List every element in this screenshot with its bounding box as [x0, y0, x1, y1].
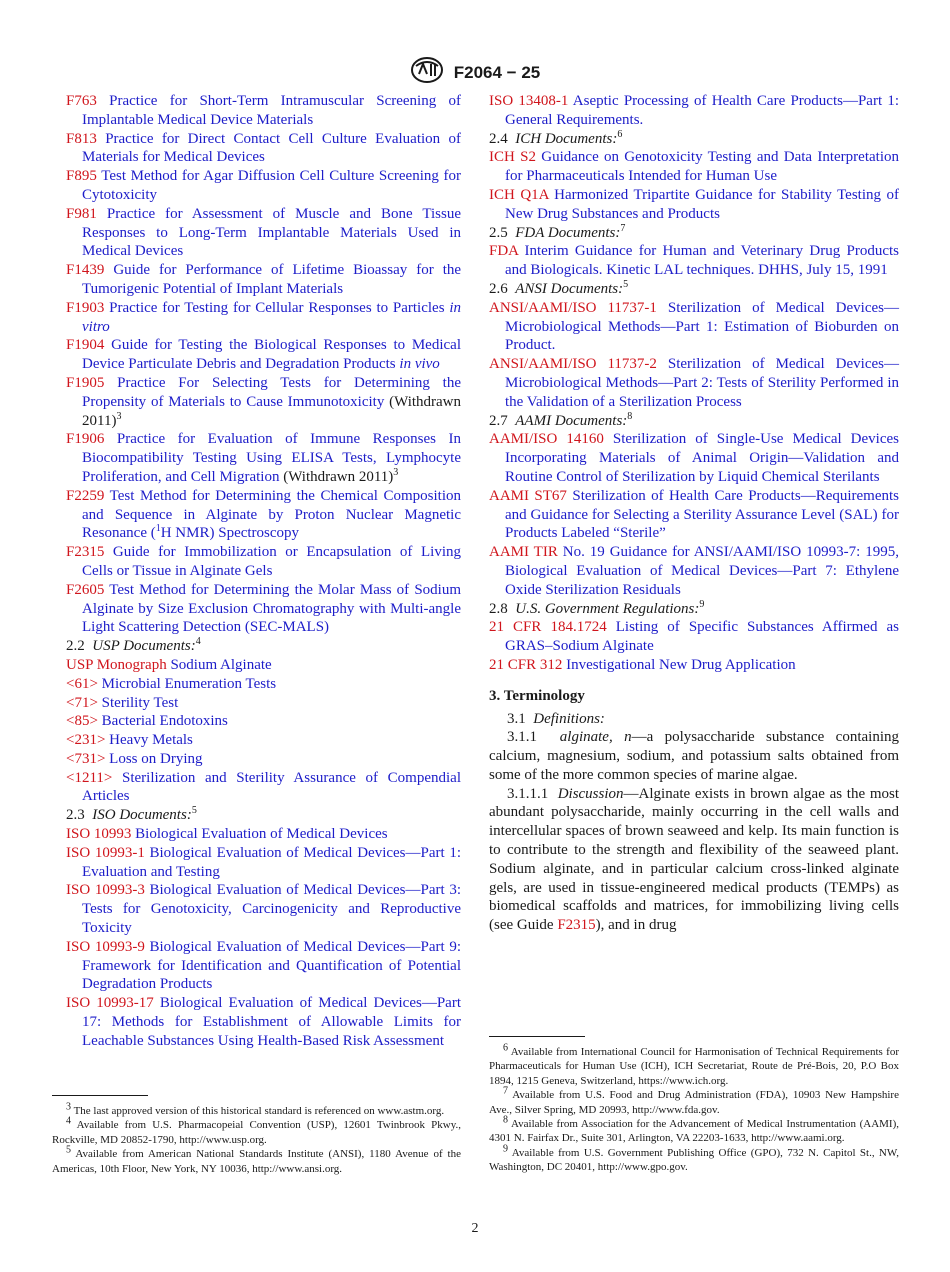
footnote-text: Available from U.S. Food and Drug Administration (FDA), 10903 New Hampshire Ave., Silver Spring, MD 20993, http://www.fda.gov. — [489, 1089, 899, 1116]
subsection-label: Definitions: — [533, 710, 605, 727]
reference-code[interactable]: F1904 — [66, 337, 105, 354]
reference-title[interactable] — [82, 488, 461, 542]
reference-code[interactable]: F895 — [66, 168, 97, 185]
footnote-number: 8 — [503, 1114, 508, 1126]
footnote — [52, 1115, 461, 1147]
reference-title[interactable]: Biological Evaluation of Medical Devices—Part 3: Tests for Genotoxicity, Carcinogenicity and Reproductive Toxicity — [82, 882, 461, 937]
subsection-number: 2.7 — [489, 412, 508, 429]
reference-title[interactable]: Biological Evaluation of Medical Devices—Part 17: Methods for Establishment of Allowable Limits for Leachable Substances Using Health-Based Risk Assessment — [82, 995, 461, 1049]
reference-item — [66, 712, 461, 731]
reference-code[interactable]: <61> — [66, 675, 98, 692]
page-header — [0, 56, 950, 89]
reference-title[interactable]: Aseptic Processing of Health Care Products—Part 1: General Requirements. — [505, 93, 899, 128]
reference-code[interactable]: AAMI ST67 — [489, 487, 567, 504]
section-heading-terminology: 3. Terminology — [489, 687, 585, 704]
reference-code[interactable]: <1211> — [66, 769, 113, 786]
subsection-number: 2.8 — [489, 600, 508, 617]
footnotes-left — [52, 1101, 461, 1176]
footnote — [52, 1101, 461, 1118]
reference-title[interactable]: Guide for Performance of Lifetime Bioassay for the Tumorigenic Potential of Implant Materials — [82, 262, 462, 297]
reference-code[interactable]: F1905 — [66, 374, 105, 391]
footnote — [489, 1143, 899, 1175]
footnote — [489, 1085, 899, 1117]
footnote-text: Available from U.S. Government Publishing Office (GPO), 732 N. Capitol St., NW, Washington, DC 20401, http://www.gpo.gov. — [489, 1146, 899, 1174]
reference-code[interactable]: F1906 — [66, 431, 105, 448]
footnote-marker: 3 — [393, 466, 399, 478]
subsection-label: FDA Documents: — [515, 224, 621, 241]
footnotes-right — [489, 1042, 899, 1175]
superscript: 1 — [155, 523, 161, 535]
reference-code[interactable]: F2315 — [66, 544, 105, 561]
reference-title[interactable] — [82, 337, 461, 372]
reference-item — [489, 299, 899, 355]
subsection-label: AAMI Documents: — [515, 412, 628, 429]
reference-title[interactable]: Harmonized Tripartite Guidance for Stability Testing of New Drug Substances and Products — [505, 186, 899, 222]
reference-title[interactable]: Heavy Metals — [109, 732, 193, 749]
subsection-ich — [489, 130, 899, 149]
reference-title-italic: in vitro — [82, 299, 462, 335]
astm-logo-icon — [410, 56, 444, 89]
paragraph-number: 3.1.1.1 — [507, 785, 549, 802]
reference-title[interactable]: Biological Evaluation of Medical Devices — [135, 826, 388, 843]
reference-title[interactable]: Sterilization and Sterility Assurance of Compendial Articles — [82, 769, 461, 805]
footnote — [489, 1114, 899, 1146]
reference-item — [66, 205, 461, 261]
reference-code[interactable]: ISO 13408-1 — [489, 93, 569, 109]
reference-code[interactable]: ISO 10993-1 — [66, 844, 145, 861]
footnote-marker: 7 — [620, 222, 626, 234]
reference-code[interactable]: FDA — [489, 243, 519, 260]
reference-code[interactable]: F1903 — [66, 299, 105, 316]
reference-title-text: Test Method for Determining the Chemical Composition and Sequence in Alginate by Proton Nuclear Magnetic Resonance ( — [82, 487, 461, 542]
reference-title[interactable]: Sterilization of Medical Devices—Microbiological Methods—Part 2: Tests of Sterility Performed in the Validation of a Sterilization Process — [505, 356, 899, 410]
reference-item — [489, 430, 899, 486]
reference-title[interactable]: Listing of Specific Substances Affirmed as GRAS–Sodium Alginate — [505, 619, 899, 655]
reference-code[interactable]: ISO 10993 — [66, 826, 132, 843]
defined-term: alginate, n — [559, 729, 632, 746]
reference-title[interactable]: Practice For Selecting Tests for Determining the Propensity of Materials to Cause Immunotoxicity — [82, 374, 462, 410]
subsection-aami — [489, 412, 899, 431]
reference-title[interactable]: Bacterial Endotoxins — [101, 713, 228, 730]
reference-code[interactable]: F981 — [66, 205, 97, 222]
reference-item — [66, 881, 461, 937]
withdrawn-note: (Withdrawn 2011) — [283, 468, 394, 485]
subsection-number: 2.3 — [66, 807, 85, 824]
footnote-marker: 9 — [699, 598, 705, 610]
reference-item — [66, 374, 461, 430]
subsection-label: U.S. Government Regulations: — [515, 600, 700, 617]
reference-code[interactable]: AAMI TIR — [489, 544, 558, 561]
reference-code[interactable]: USP Monograph — [66, 656, 167, 673]
reference-item — [66, 694, 461, 713]
reference-item-continued — [66, 994, 461, 1050]
footnote-marker: 8 — [627, 410, 633, 422]
reference-item — [66, 261, 461, 299]
paragraph-number: 3.1.1 — [507, 729, 537, 746]
reference-item — [66, 938, 461, 994]
reference-title-text: Practice for Testing for Cellular Responses to Particles — [109, 299, 445, 316]
subsection-number: 2.4 — [489, 130, 508, 147]
reference-item — [66, 130, 461, 168]
footnote-marker: 5 — [191, 805, 197, 817]
reference-code[interactable]: <85> — [66, 713, 98, 730]
reference-title[interactable]: No. 19 Guidance for ANSI/AAMI/ISO 10993-7: 1995, Biological Evaluation of Medical Devices—Part 7: Ethylene Oxide Sterilization Residuals — [505, 544, 900, 598]
footnote-number: 5 — [66, 1144, 71, 1156]
reference-item — [66, 167, 461, 205]
reference-title[interactable]: Practice for Assessment of Muscle and Bone Tissue Responses to Long-Term Implantable Materials Used in Medical Devices — [82, 205, 462, 260]
footnote-number: 9 — [503, 1143, 508, 1155]
reference-code[interactable]: <731> — [66, 750, 106, 767]
reference-code[interactable]: ISO 10993-17 — [66, 995, 154, 1012]
subsection-label: ANSI Documents: — [515, 280, 624, 297]
reference-item — [489, 543, 899, 599]
reference-code[interactable]: ICH Q1A — [489, 186, 549, 203]
reference-code[interactable]: F1439 — [66, 262, 105, 279]
reference-title[interactable]: Sodium Alginate — [170, 656, 272, 673]
reference-code[interactable]: ICH S2 — [489, 149, 536, 166]
reference-title[interactable]: Practice for Short-Term Intramuscular Screening of Implantable Medical Device Materials — [82, 93, 461, 128]
page-number: 2 — [471, 1221, 479, 1236]
reference-item — [66, 543, 461, 581]
footnote-marker: 3 — [116, 410, 122, 422]
subsection-number: 2.2 — [66, 638, 85, 655]
footnote-rule-right — [489, 1036, 585, 1037]
reference-title[interactable]: Sterilization of Medical Devices—Microbiological Methods—Part 1: Estimation of Bioburden on Product. — [505, 299, 899, 354]
reference-code[interactable]: <71> — [66, 694, 98, 711]
subsection-ansi — [489, 280, 899, 299]
reference-code[interactable]: F813 — [66, 130, 97, 147]
document-designation: F2064 − 25 — [453, 62, 541, 82]
subsection-number: 2.5 — [489, 224, 508, 241]
subsection-label: ISO Documents: — [92, 807, 192, 824]
footnote-number: 4 — [66, 1115, 71, 1127]
reference-title[interactable]: Test Method for Agar Diffusion Cell Culture Screening for Cytotoxicity — [82, 168, 461, 203]
left-column — [66, 92, 461, 1051]
subsection-label: USP Documents: — [92, 638, 196, 655]
subsection-number: 2.6 — [489, 280, 508, 297]
reference-title[interactable]: Guidance on Genotoxicity Testing and Data Interpretation for Pharmaceuticals Intended for Human Use — [505, 149, 899, 185]
reference-item — [66, 769, 461, 807]
reference-item — [489, 656, 899, 675]
reference-item — [66, 487, 461, 543]
reference-item — [489, 355, 899, 411]
footnote-text: Available from U.S. Pharmacopeial Convention (USP), 12601 Twinbrook Pkwy., Rockville, MD 20852-1790, http://www.usp.org. — [52, 1119, 461, 1146]
reference-title[interactable]: Test Method for Determining the Molar Mass of Sodium Alginate by Size Exclusion Chromatography with Multi-angle Light Scattering Detection (SEC-MALS) — [82, 581, 461, 636]
reference-title[interactable]: Practice for Evaluation of Immune Responses In Biocompatibility Testing Using ELISA Tests, Lymphocyte Proliferation, and Cell Migration — [82, 431, 461, 485]
right-column — [489, 92, 899, 935]
subsection-usp — [66, 637, 461, 656]
reference-item — [489, 148, 899, 186]
reference-title[interactable]: Loss on Drying — [109, 750, 203, 767]
reference-item — [66, 92, 461, 130]
reference-title-text: H NMR) Spectroscopy — [160, 525, 300, 542]
reference-title-text: Guide for Testing the Biological Responses to Medical Device Particulate Debris and Degradation Products — [82, 337, 461, 373]
withdrawn-note: (Withdrawn 2011) — [82, 393, 462, 429]
footnote-number: 6 — [503, 1042, 508, 1054]
reference-title[interactable]: Investigational New Drug Application — [566, 656, 796, 673]
footnote-marker: 4 — [195, 636, 201, 648]
reference-title[interactable]: Practice for Direct Contact Cell Culture Evaluation of Materials for Medical Devices — [82, 130, 461, 166]
footnote-text: Available from American National Standards Institute (ANSI), 1180 Avenue of the Americas, 10th Floor, New York, NY 10036, http://www.ansi.org. — [52, 1148, 461, 1175]
footnote-number: 3 — [66, 1101, 71, 1113]
reference-title[interactable]: Sterility Test — [101, 694, 179, 711]
reference-title[interactable]: Biological Evaluation of Medical Devices—Part 1: Evaluation and Testing — [82, 844, 461, 880]
reference-item — [66, 844, 461, 882]
definitions-label — [489, 710, 899, 729]
discussion-paragraph — [489, 785, 899, 935]
reference-title[interactable]: Interim Guidance for Human and Veterinary Drug Products and Biologicals. Kinetic LAL techniques. DHHS, July 15, 1991 — [505, 243, 899, 279]
footnote — [489, 1042, 899, 1088]
reference-item — [66, 825, 461, 844]
reference-code[interactable]: 21 CFR 312 — [489, 656, 563, 673]
reference-item — [66, 336, 461, 374]
reference-code[interactable]: ISO 10993-3 — [66, 882, 145, 899]
footnote-marker: 5 — [623, 278, 629, 290]
reference-item — [489, 618, 899, 656]
subsection-iso — [66, 806, 461, 825]
subsection-usgov — [489, 600, 899, 619]
discussion-label: Discussion — [557, 785, 624, 802]
reference-item — [489, 487, 899, 543]
footnote-marker: 6 — [617, 128, 623, 140]
footnote-rule-left — [52, 1095, 148, 1096]
reference-item — [66, 299, 461, 337]
reference-code[interactable]: F2605 — [66, 581, 105, 598]
reference-code[interactable]: AAMI/ISO 14160 — [489, 431, 604, 448]
reference-title[interactable]: Guide for Immobilization or Encapsulation of Living Cells or Tissue in Alginate Gels — [82, 544, 461, 579]
footnote — [52, 1144, 461, 1176]
reference-item — [66, 675, 461, 694]
reference-title[interactable]: Sterilization of Single-Use Medical Devices Incorporating Materials of Animal Origin—Validation and Routine Control of Sterilization by Liquid Chemical Sterilants — [505, 431, 899, 485]
reference-item — [489, 92, 899, 130]
reference-code[interactable]: <231> — [66, 732, 106, 749]
reference-item — [66, 656, 461, 675]
definition-alginate — [489, 728, 899, 784]
footnote-text: The last approved version of this historical standard is referenced on www.astm.org. — [73, 1105, 445, 1117]
discussion-text: —Alginate exists in brown algae as the most abundant polysaccharide, mainly occurring in the cell walls and intercellular spaces of brown seaweed and kelp. Its main function is to contribute to the strength and flexibility of the seaweed plant. Sodium alginate, and in particular calcium cross-linked alginate gels, are used in tissue-engineered medical products (TEMPs) as biomedical scaffolds and matrices, for immobilizing living cells (see Guide — [489, 785, 899, 934]
footnote-text: Available from International Council for Harmonisation of Technical Requirements for Pharmaceuticals for Human Use (ICH), ICH Secretariat, Route de Pré-Bois, 20, P.O Box 1894, 1215 Geneva, Switzerland, https://www.ich.org. — [489, 1046, 899, 1087]
inline-reference-link[interactable]: F2315 — [557, 917, 596, 934]
reference-code[interactable]: ISO 10993-9 — [66, 938, 145, 955]
reference-item — [66, 731, 461, 750]
definition-text: —a polysaccharide substance containing calcium, magnesium, sodium, and potassium salts obtained from some of the more common species of marine algae. — [489, 729, 900, 783]
reference-title[interactable]: Biological Evaluation of Medical Devices—Part 9: Framework for Identification and Quantification of Potential Degradation Products — [82, 938, 461, 993]
reference-title[interactable] — [82, 300, 461, 335]
reference-item — [489, 242, 899, 280]
reference-code[interactable]: F2259 — [66, 487, 105, 504]
reference-title[interactable]: Sterilization of Health Care Products—Requirements and Guidance for Selecting a Sterility Assurance Level (SAL) for Products Labeled “Sterile” — [505, 487, 900, 542]
reference-title[interactable]: Microbial Enumeration Tests — [101, 675, 277, 692]
reference-item — [66, 430, 461, 486]
footnote-text: Available from Association for the Advancement of Medical Instrumentation (AAMI), 4301 N. Fairfax Dr., Suite 301, Arlington, VA 22203-1633, http://www.aami.org. — [489, 1118, 899, 1145]
footnote-number: 7 — [503, 1085, 508, 1097]
discussion-text: ), and in drug — [595, 917, 677, 934]
reference-code[interactable]: ANSI/AAMI/ISO 11737-2 — [489, 356, 657, 373]
subsection-label: ICH Documents: — [515, 130, 618, 147]
subsection-fda — [489, 224, 899, 243]
reference-item — [66, 581, 461, 637]
subsection-number: 3.1 — [507, 710, 526, 727]
reference-item — [66, 750, 461, 769]
reference-code[interactable]: 21 CFR 184.1724 — [489, 619, 607, 636]
reference-code[interactable]: ANSI/AAMI/ISO 11737-1 — [489, 299, 657, 316]
reference-item — [489, 186, 899, 224]
reference-title-italic: in vivo — [399, 356, 440, 373]
reference-code[interactable]: F763 — [66, 93, 97, 109]
